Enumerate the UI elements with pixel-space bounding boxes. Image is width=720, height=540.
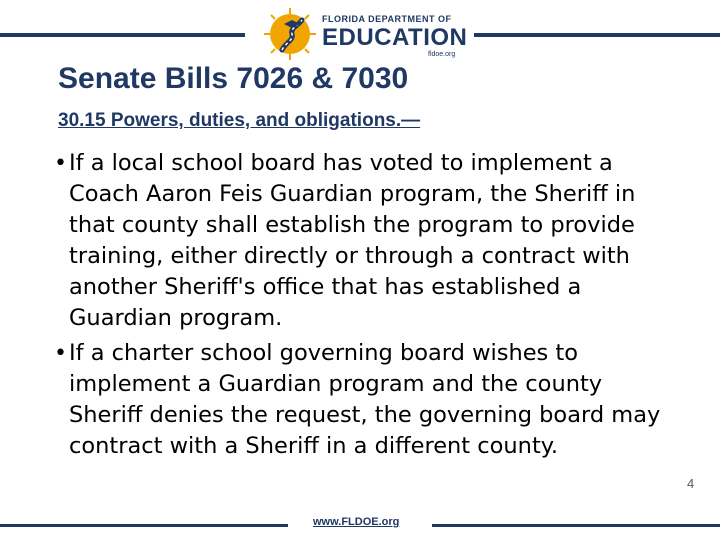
fldoe-website-link[interactable]: www.FLDOE.org <box>313 516 400 528</box>
bullet-item <box>40 148 680 334</box>
header-rule-left <box>0 33 245 37</box>
logo-url: fldoe.org <box>428 51 456 58</box>
logo-main-text: EDUCATION <box>322 24 468 51</box>
bullet-item <box>40 338 680 462</box>
bullet-dot-icon: • <box>54 341 67 366</box>
slide-subtitle: 30.15 Powers, duties, and obligations.— <box>58 110 421 131</box>
footer-rule-right <box>432 524 720 527</box>
bullet-text: If a local school board has voted to implement a Coach Aaron Feis Guardian program, the Sheriff in that county shall establish the program to provide training, either directly or through a contract with another Sheriff's office that has established a Guardian program. <box>69 150 636 331</box>
header-rule-right <box>474 33 720 37</box>
fldoe-logo <box>262 6 468 62</box>
sun-emblem-icon <box>262 6 318 62</box>
bullet-dot-icon: • <box>54 151 67 176</box>
page-number: 4 <box>687 476 695 491</box>
footer-rule-left <box>0 524 288 527</box>
bullet-text: If a charter school governing board wishes to implement a Guardian program and the county Sheriff denies the request, the governing board may contract with a Sheriff in a different county. <box>69 340 661 459</box>
slide-title: Senate Bills 7026 & 7030 <box>58 62 409 95</box>
logo-top-text: FLORIDA DEPARTMENT OF <box>322 14 452 24</box>
bullet-list <box>40 148 680 466</box>
